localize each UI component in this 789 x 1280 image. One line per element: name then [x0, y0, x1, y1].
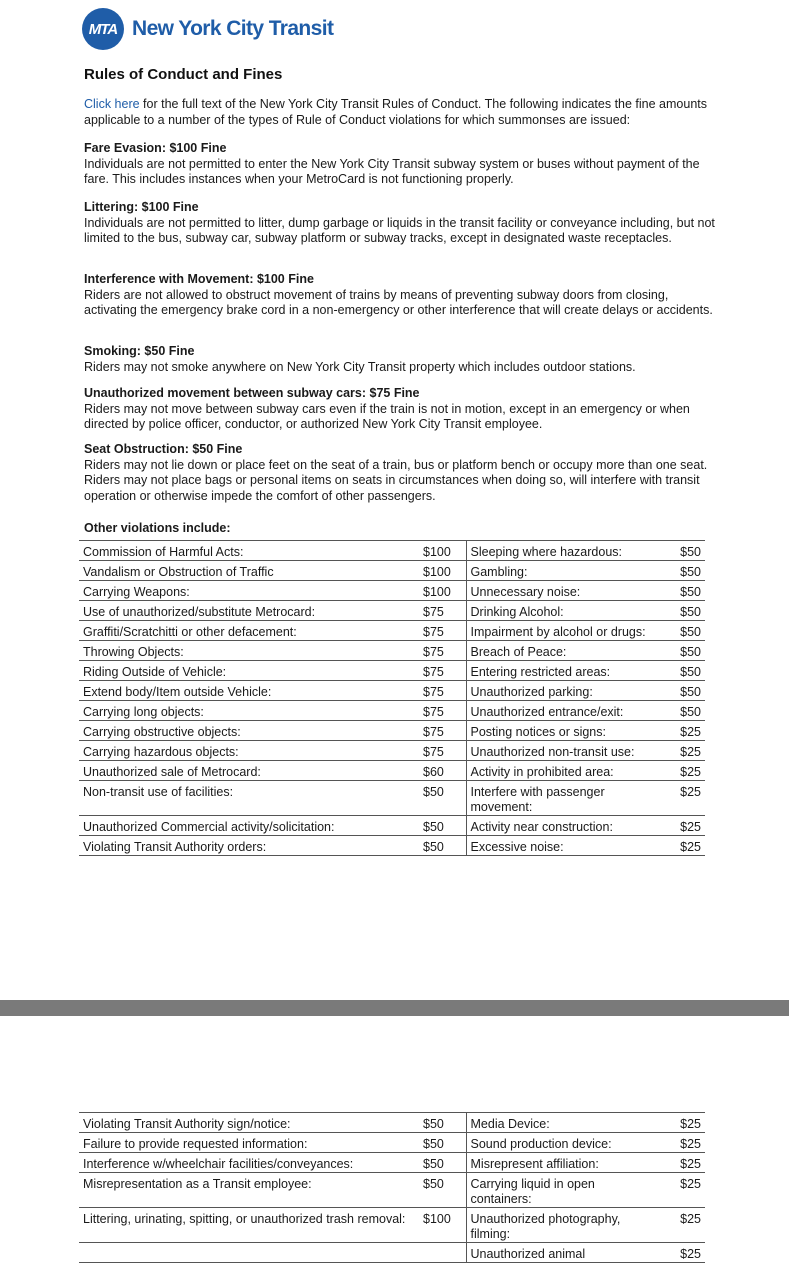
violation-cell: Littering, urinating, spitting, or unauthorized trash removal: — [79, 1208, 419, 1243]
rule-body: Individuals are not permitted to litter, dump garbage or liquids in the transit facility or conveyance including, but not limited to the bus, subway car, subway platform or subway tracks, except in designated waste receptacles. — [84, 215, 715, 245]
fine-cell: $100 — [419, 561, 466, 581]
table-row — [79, 761, 705, 781]
fine-cell: $50 — [660, 701, 705, 721]
violation-cell: Graffiti/Scratchitti or other defacement: — [79, 621, 419, 641]
fine-cell: $50 — [419, 1173, 466, 1208]
violation-cell: Use of unauthorized/substitute Metrocard: — [79, 601, 419, 621]
fine-cell: $25 — [660, 1113, 705, 1133]
table-row — [79, 1133, 705, 1153]
fine-cell: $25 — [660, 761, 705, 781]
violation-cell: Excessive noise: — [466, 836, 660, 856]
other-violations-heading: Other violations include: — [84, 521, 231, 535]
table-row — [79, 1153, 705, 1173]
page-title: Rules of Conduct and Fines — [84, 66, 283, 83]
fine-cell: $100 — [419, 1208, 466, 1243]
table-row — [79, 836, 705, 856]
rule-body: Riders may not lie down or place feet on the seat of a train, bus or platform bench or occupy more than one seat. Riders may not place bags or personal items on seats in circumstances when doing so, will interfere with transit operation or otherwise impede the comfort of other passengers. — [84, 457, 708, 503]
rule-unauthorized-movement — [84, 386, 724, 433]
table-row — [79, 681, 705, 701]
fine-cell: $100 — [419, 541, 466, 561]
full-rules-link[interactable]: Click here — [84, 97, 140, 111]
violations-table — [79, 540, 705, 856]
violation-cell: Vandalism or Obstruction of Traffic — [79, 561, 419, 581]
fine-cell: $50 — [660, 661, 705, 681]
rule-interference — [84, 272, 724, 319]
table-row — [79, 561, 705, 581]
violation-cell: Unauthorized entrance/exit: — [466, 701, 660, 721]
table-row — [79, 641, 705, 661]
violation-cell: Violating Transit Authority sign/notice: — [79, 1113, 419, 1133]
violation-cell: Throwing Objects: — [79, 641, 419, 661]
fine-cell: $50 — [660, 581, 705, 601]
fine-cell: $75 — [419, 721, 466, 741]
violation-cell: Unauthorized sale of Metrocard: — [79, 761, 419, 781]
violation-cell: Extend body/Item outside Vehicle: — [79, 681, 419, 701]
violation-cell: Failure to provide requested information: — [79, 1133, 419, 1153]
rule-seat-obstruction — [84, 442, 724, 504]
violation-cell: Activity in prohibited area: — [466, 761, 660, 781]
fine-cell: $25 — [660, 1153, 705, 1173]
fine-cell: $25 — [660, 781, 705, 816]
violation-cell: Unnecessary noise: — [466, 581, 660, 601]
table-row — [79, 721, 705, 741]
rule-title: Littering: $100 Fine — [84, 200, 199, 214]
fine-cell: $50 — [419, 816, 466, 836]
violation-cell: Sound production device: — [466, 1133, 660, 1153]
fine-cell: $75 — [419, 621, 466, 641]
fine-cell: $25 — [660, 836, 705, 856]
rule-body: Riders may not smoke anywhere on New York City Transit property which includes outdoor stations. — [84, 359, 636, 374]
violation-cell: Breach of Peace: — [466, 641, 660, 661]
fine-cell: $25 — [660, 1173, 705, 1208]
violation-cell: Violating Transit Authority orders: — [79, 836, 419, 856]
intro-text: for the full text of the New York City Transit Rules of Conduct. The following indicates the fine amounts applicable to a number of the types of Rule of Conduct violations for which summonses are issued: — [84, 97, 708, 127]
fine-cell: $50 — [419, 1133, 466, 1153]
table-row — [79, 781, 705, 816]
fine-cell: $75 — [419, 641, 466, 661]
fine-cell: $25 — [660, 816, 705, 836]
fine-cell: $25 — [660, 1133, 705, 1153]
rule-body: Riders are not allowed to obstruct movement of trains by means of preventing subway doors from closing, activating the emergency brake cord in a non-emergency or other interference that will create delays or accidents. — [84, 287, 713, 317]
table-row — [79, 581, 705, 601]
fine-cell: $50 — [660, 681, 705, 701]
violation-cell: Unauthorized non-transit use: — [466, 741, 660, 761]
violation-cell: Activity near construction: — [466, 816, 660, 836]
rule-fare-evasion — [84, 141, 724, 188]
violation-cell: Unauthorized animal — [466, 1243, 660, 1263]
fine-cell: $50 — [660, 541, 705, 561]
rule-smoking — [84, 344, 724, 375]
fine-cell: $25 — [660, 741, 705, 761]
table-row — [79, 816, 705, 836]
fine-cell: $50 — [419, 1113, 466, 1133]
violation-cell: Commission of Harmful Acts: — [79, 541, 419, 561]
page-divider — [0, 1000, 789, 1016]
violation-cell: Carrying hazardous objects: — [79, 741, 419, 761]
violation-cell: Carrying obstructive objects: — [79, 721, 419, 741]
rule-title: Seat Obstruction: $50 Fine — [84, 442, 243, 456]
table-row — [79, 601, 705, 621]
fine-cell: $50 — [419, 836, 466, 856]
table-row — [79, 1113, 705, 1133]
fine-cell: $75 — [419, 601, 466, 621]
violation-cell: Gambling: — [466, 561, 660, 581]
table-row — [79, 1243, 705, 1263]
rule-title: Unauthorized movement between subway cars: $75 Fine — [84, 386, 420, 400]
violation-cell: Entering restricted areas: — [466, 661, 660, 681]
violation-cell: Misrepresentation as a Transit employee: — [79, 1173, 419, 1208]
rule-title: Interference with Movement: $100 Fine — [84, 272, 314, 286]
violation-cell: Sleeping where hazardous: — [466, 541, 660, 561]
fine-cell: $50 — [660, 641, 705, 661]
fine-cell: $75 — [419, 661, 466, 681]
violations-table-continued — [79, 1112, 705, 1263]
violation-cell: Drinking Alcohol: — [466, 601, 660, 621]
rule-title: Fare Evasion: $100 Fine — [84, 141, 227, 155]
table-row — [79, 661, 705, 681]
violation-cell: Non-transit use of facilities: — [79, 781, 419, 816]
header — [82, 8, 333, 50]
rule-body: Riders may not move between subway cars even if the train is not in motion, except in an emergency or when directed by police officer, conductor, or authorized New York City Transit employee. — [84, 401, 690, 431]
rule-body: Individuals are not permitted to enter the New York City Transit subway system or buses without payment of the fare. This includes instances when your MetroCard is not functioning properly. — [84, 156, 700, 186]
fine-cell: $60 — [419, 761, 466, 781]
violation-cell: Carrying liquid in open containers: — [466, 1173, 660, 1208]
violation-cell: Unauthorized photography, filming: — [466, 1208, 660, 1243]
table-row — [79, 701, 705, 721]
table-row — [79, 1208, 705, 1243]
fine-cell: $100 — [419, 581, 466, 601]
fine-cell — [419, 1243, 466, 1263]
violation-cell: Unauthorized Commercial activity/solicitation: — [79, 816, 419, 836]
violation-cell: Riding Outside of Vehicle: — [79, 661, 419, 681]
violation-cell: Posting notices or signs: — [466, 721, 660, 741]
violation-cell: Carrying Weapons: — [79, 581, 419, 601]
table-row — [79, 741, 705, 761]
fine-cell: $25 — [660, 721, 705, 741]
table-row — [79, 1173, 705, 1208]
rule-littering — [84, 200, 724, 247]
fine-cell: $25 — [660, 1208, 705, 1243]
violation-cell: Carrying long objects: — [79, 701, 419, 721]
violation-cell — [79, 1243, 419, 1263]
fine-cell: $50 — [660, 621, 705, 641]
rule-title: Smoking: $50 Fine — [84, 344, 195, 358]
fine-cell: $25 — [660, 1243, 705, 1263]
mta-logo: MTA — [82, 8, 124, 50]
fine-cell: $75 — [419, 701, 466, 721]
violation-cell: Unauthorized parking: — [466, 681, 660, 701]
violation-cell: Interfere with passenger movement: — [466, 781, 660, 816]
fine-cell: $50 — [419, 1153, 466, 1173]
fine-cell: $50 — [660, 561, 705, 581]
violation-cell: Interference w/wheelchair facilities/conveyances: — [79, 1153, 419, 1173]
violation-cell: Impairment by alcohol or drugs: — [466, 621, 660, 641]
table-row — [79, 541, 705, 561]
fine-cell: $75 — [419, 681, 466, 701]
table-row — [79, 621, 705, 641]
fine-cell: $75 — [419, 741, 466, 761]
fine-cell: $50 — [660, 601, 705, 621]
violation-cell: Misrepresent affiliation: — [466, 1153, 660, 1173]
fine-cell: $50 — [419, 781, 466, 816]
intro-paragraph — [84, 97, 724, 128]
violation-cell: Media Device: — [466, 1113, 660, 1133]
brand-name: New York City Transit — [132, 17, 334, 40]
